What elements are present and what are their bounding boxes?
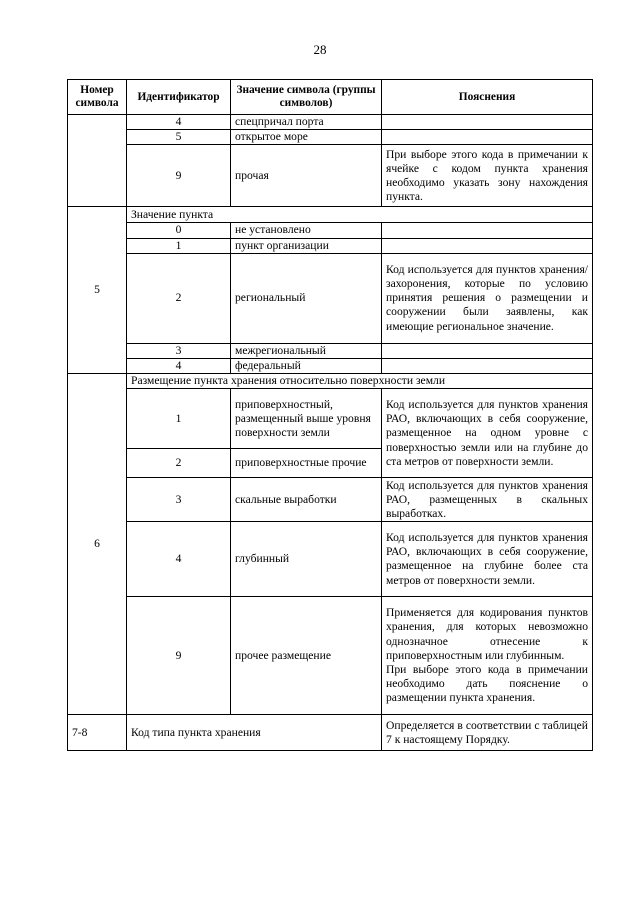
header-number: Номер символа bbox=[68, 80, 127, 115]
section-heading: Размещение пункта хранения относительно поверхности земли bbox=[127, 374, 593, 389]
section-heading-row bbox=[68, 374, 593, 389]
table-row bbox=[68, 715, 593, 751]
header-value: Значение символа (группы символов) bbox=[231, 80, 382, 115]
note-cell: Код используется для пунктов хранения РАО, размещенных в скальных выработках. bbox=[382, 478, 593, 522]
id-cell: 4 bbox=[127, 115, 231, 130]
id-cell: 1 bbox=[127, 238, 231, 253]
value-cell: спецпричал порта bbox=[231, 115, 382, 130]
value-cell: межрегиональный bbox=[231, 343, 382, 358]
value-cell: скальные выработки bbox=[231, 478, 382, 522]
note-cell: Код используется для пунктов хранения РАО, включающих в себя сооружение, размещенное на одном уровне с поверхностью земли или на глубине до ста метров от поверхности земли. bbox=[382, 389, 593, 478]
note-cell: Определяется в соответствии с таблицей 7 к настоящему Порядку. bbox=[382, 715, 593, 751]
section-number: 6 bbox=[68, 374, 127, 715]
table-row bbox=[68, 253, 593, 343]
note-cell: При выборе этого кода в примечании к ячейке с кодом пункта хранения необходимо указать зону нахождения пункта. bbox=[382, 145, 593, 207]
value-cell: прочее размещение bbox=[231, 597, 382, 715]
note-cell bbox=[382, 115, 593, 130]
header-notes: Пояснения bbox=[382, 80, 593, 115]
value-cell: Код типа пункта хранения bbox=[127, 715, 382, 751]
table-row bbox=[68, 359, 593, 374]
note-paragraph: При выборе этого кода в примечании необходимо дать пояснение о размещении пункта хранения. bbox=[386, 663, 588, 705]
table-row bbox=[68, 478, 593, 522]
id-cell: 2 bbox=[127, 253, 231, 343]
value-cell: не установлено bbox=[231, 223, 382, 238]
table-row bbox=[68, 223, 593, 238]
header-identifier: Идентификатор bbox=[127, 80, 231, 115]
id-cell: 0 bbox=[127, 223, 231, 238]
page-number: 28 bbox=[313, 42, 327, 57]
value-cell: прочая bbox=[231, 145, 382, 207]
note-cell: Код используется для пунктов хранения РАО, включающих в себя сооружение, размещенное на глубине более ста метров от поверхности земли. bbox=[382, 522, 593, 597]
section-number: 7-8 bbox=[68, 715, 127, 751]
value-cell: приповерхностные прочие bbox=[231, 449, 382, 478]
id-cell: 2 bbox=[127, 449, 231, 478]
note-cell bbox=[382, 238, 593, 253]
section-heading: Значение пункта bbox=[127, 207, 593, 223]
note-cell: Код используется для пунктов хранения/захоронения, которые по условию принятия решения о размещении и сооружении были заявлены, как имеющие региональное значение. bbox=[382, 253, 593, 343]
id-cell: 4 bbox=[127, 359, 231, 374]
code-table bbox=[67, 79, 593, 751]
id-cell: 1 bbox=[127, 389, 231, 449]
value-cell: глубинный bbox=[231, 522, 382, 597]
note-cell bbox=[382, 343, 593, 358]
id-cell: 5 bbox=[127, 130, 231, 145]
value-cell: федеральный bbox=[231, 359, 382, 374]
table-row bbox=[68, 389, 593, 449]
id-cell: 9 bbox=[127, 597, 231, 715]
id-cell: 3 bbox=[127, 343, 231, 358]
note-cell bbox=[382, 597, 593, 715]
note-cell bbox=[382, 130, 593, 145]
table-row bbox=[68, 343, 593, 358]
section-number: 5 bbox=[68, 207, 127, 374]
table-row bbox=[68, 522, 593, 597]
table-row bbox=[68, 597, 593, 715]
note-cell bbox=[382, 359, 593, 374]
note-cell bbox=[382, 223, 593, 238]
table-row bbox=[68, 115, 593, 130]
id-cell: 4 bbox=[127, 522, 231, 597]
id-cell: 9 bbox=[127, 145, 231, 207]
table-row bbox=[68, 238, 593, 253]
id-cell: 3 bbox=[127, 478, 231, 522]
value-cell: открытое море bbox=[231, 130, 382, 145]
value-cell: приповерхностный, размещенный выше уровня поверхности земли bbox=[231, 389, 382, 449]
table-row bbox=[68, 130, 593, 145]
section-heading-row bbox=[68, 207, 593, 223]
section-a-number-cell bbox=[68, 115, 127, 207]
table-row bbox=[68, 145, 593, 207]
value-cell: региональный bbox=[231, 253, 382, 343]
value-cell: пункт организации bbox=[231, 238, 382, 253]
header-row bbox=[68, 80, 593, 115]
note-paragraph: Применяется для кодирования пунктов хранения, для которых невозможно однозначное отнесение к приповерхностным или глубинным. bbox=[386, 606, 588, 662]
